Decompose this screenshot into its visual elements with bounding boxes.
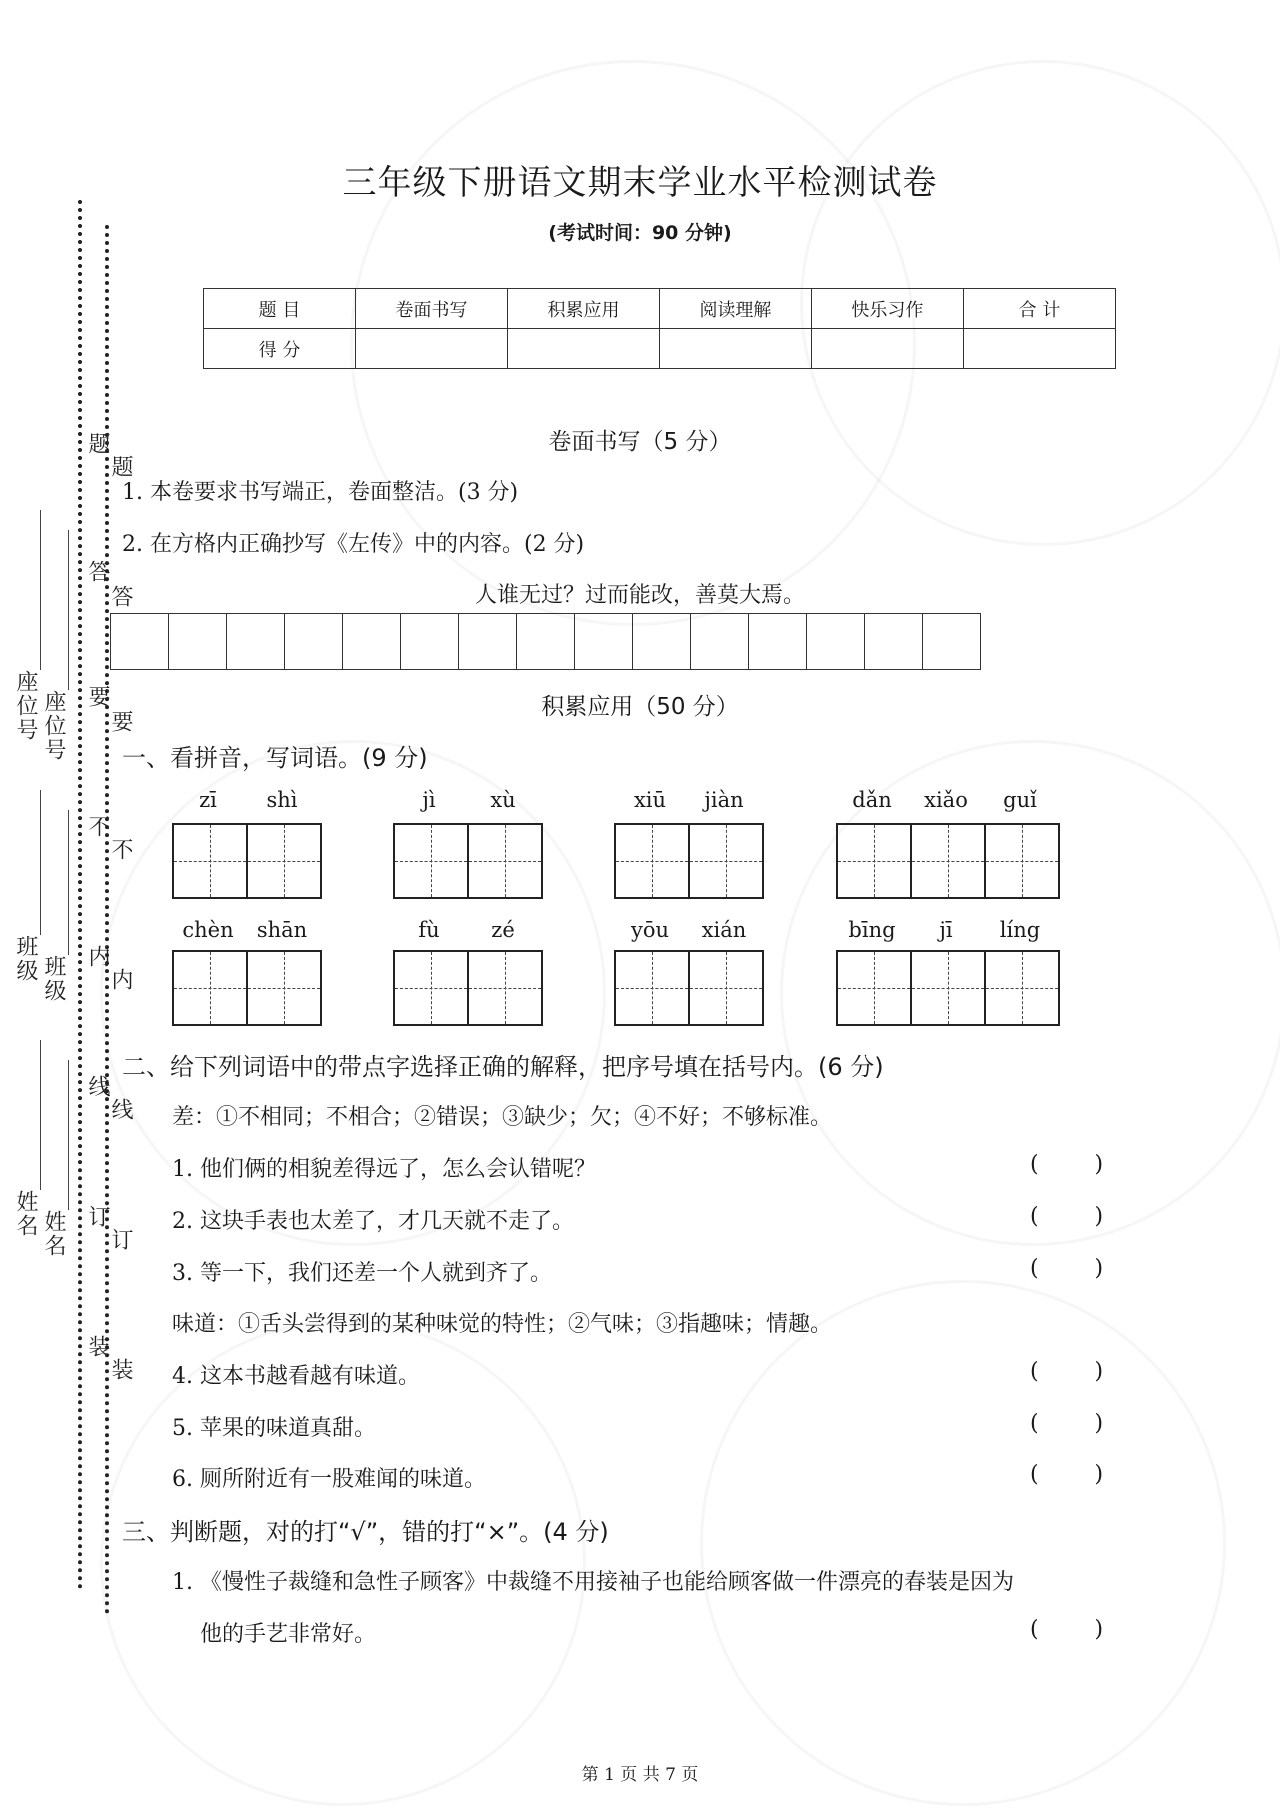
grid-cell[interactable]: [923, 614, 980, 669]
table-header-cell: 快乐习作: [811, 289, 963, 329]
copy-quote: 人谁无过？过而能改，善莫大焉。: [474, 583, 805, 608]
pinyin-syllable: jì: [422, 788, 436, 812]
score-cell-total[interactable]: [963, 329, 1115, 369]
answer-parentheses[interactable]: ( ): [1030, 1256, 1104, 1281]
pinyin-syllable: shì: [266, 788, 298, 812]
pinyin-syllable: yōu: [630, 918, 670, 942]
class-underline: [40, 790, 41, 935]
tianzige-box[interactable]: [395, 825, 469, 897]
tianzige-grid[interactable]: [836, 823, 1060, 899]
tianzige-box[interactable]: [690, 825, 762, 897]
pinyin-syllable: shān: [256, 918, 308, 942]
table-header-cell: 合 计: [963, 289, 1115, 329]
grid-cell[interactable]: [285, 614, 343, 669]
answer-parentheses[interactable]: ( ): [1030, 1152, 1104, 1177]
pinyin-syllable: fù: [418, 918, 440, 942]
pinyin-syllable: chèn: [182, 918, 234, 942]
grid-cell[interactable]: [227, 614, 285, 669]
grid-cell[interactable]: [575, 614, 633, 669]
definition-cha: 差：①不相同；不相合；②错误；③缺少；欠；④不好；不够标准。: [172, 1105, 833, 1130]
grid-cell[interactable]: [633, 614, 691, 669]
tianzige-grid[interactable]: [172, 823, 322, 899]
question-text-continued: 他的手艺非常好。: [200, 1622, 377, 1647]
pinyin-syllable: xiū: [633, 788, 667, 812]
tianzige-box[interactable]: [395, 952, 469, 1024]
tianzige-grid[interactable]: [393, 950, 543, 1026]
pinyin-syllable: bīng: [848, 918, 896, 942]
seat-number-label-shadow: 座位号: [41, 690, 66, 762]
binding-char: 线: [108, 1098, 133, 1122]
pinyin-syllable: jiàn: [704, 788, 744, 812]
part-title-pinyin: 一、看拼音，写词语。(9 分): [122, 744, 428, 772]
tianzige-box[interactable]: [469, 952, 541, 1024]
score-cell-composition[interactable]: [811, 329, 963, 369]
tianzige-box[interactable]: [912, 825, 986, 897]
table-row: [204, 289, 1116, 329]
binding-char: 装: [85, 1335, 110, 1359]
table-header-cell: 积累应用: [507, 289, 659, 329]
name-label-shadow: 姓名: [41, 1210, 66, 1258]
tianzige-grid[interactable]: [836, 950, 1060, 1026]
tianzige-grid[interactable]: [614, 950, 764, 1026]
binding-char: 不: [108, 838, 133, 862]
score-cell-accumulation[interactable]: [507, 329, 659, 369]
grid-cell[interactable]: [343, 614, 401, 669]
grid-cell[interactable]: [865, 614, 923, 669]
exam-time: (考试时间：90 分钟): [548, 222, 732, 244]
section-header-writing: 卷面书写（5 分）: [548, 429, 732, 455]
score-table: [203, 288, 1116, 369]
page-number: 第 1 页 共 7 页: [581, 1765, 699, 1785]
definition-weidao: 味道：①舌头尝得到的某种味觉的特性；②气味；③指趣味；情趣。: [172, 1312, 833, 1337]
tianzige-box[interactable]: [986, 825, 1058, 897]
question-text: 4. 这本书越看越有味道。: [172, 1364, 420, 1389]
grid-cell[interactable]: [691, 614, 749, 669]
tianzige-box[interactable]: [174, 952, 248, 1024]
tianzige-box[interactable]: [174, 825, 248, 897]
tianzige-box[interactable]: [838, 825, 912, 897]
question-text: 3. 等一下，我们还差一个人就到齐了。: [172, 1261, 552, 1286]
binding-char: 答: [85, 560, 110, 584]
answer-parentheses[interactable]: ( ): [1030, 1411, 1104, 1436]
tianzige-box[interactable]: [616, 952, 690, 1024]
copy-grid[interactable]: [110, 613, 981, 670]
part-title-judgement: 三、判断题，对的打“√”，错的打“×”。(4 分): [122, 1518, 609, 1546]
page-title: 三年级下册语文期末学业水平检测试卷: [342, 163, 938, 203]
pinyin-syllable: líng: [999, 918, 1041, 942]
tianzige-box[interactable]: [248, 825, 320, 897]
grid-cell[interactable]: [459, 614, 517, 669]
grid-cell[interactable]: [749, 614, 807, 669]
binding-char: 订: [108, 1228, 133, 1252]
pinyin-syllable: dǎn: [852, 788, 892, 812]
tianzige-box[interactable]: [469, 825, 541, 897]
tianzige-box[interactable]: [838, 952, 912, 1024]
pinyin-syllable: xù: [490, 788, 516, 812]
question-text: 1. 他们俩的相貌差得远了，怎么会认错呢？: [172, 1157, 596, 1182]
binding-char: 内: [85, 945, 110, 969]
pinyin-syllable: zé: [491, 918, 515, 942]
name-underline-inner: [68, 1060, 69, 1210]
pinyin-syllable: xián: [701, 918, 747, 942]
pinyin-syllable: jī: [939, 918, 953, 942]
pinyin-syllable: zī: [199, 788, 217, 812]
pinyin-syllable: xiǎo: [924, 788, 968, 812]
class-underline-inner: [68, 810, 69, 955]
binding-char: 线: [85, 1075, 110, 1099]
table-header-cell: 卷面书写: [355, 289, 507, 329]
pinyin-syllable: guǐ: [1003, 788, 1037, 812]
part-title-definitions: 二、给下列词语中的带点字选择正确的解释，把序号填在括号内。(6 分): [122, 1053, 884, 1081]
table-row: [204, 329, 1116, 369]
grid-cell[interactable]: [111, 614, 169, 669]
score-cell-writing[interactable]: [355, 329, 507, 369]
tianzige-box[interactable]: [986, 952, 1058, 1024]
watermark-circle: [700, 1280, 1226, 1806]
name-underline: [40, 1040, 41, 1190]
watermark-circle: [100, 1320, 586, 1806]
tianzige-box[interactable]: [248, 952, 320, 1024]
binding-char: 要: [108, 710, 133, 734]
binding-char: 订: [85, 1205, 110, 1229]
table-header-cell: 阅读理解: [659, 289, 811, 329]
grid-cell[interactable]: [169, 614, 227, 669]
tianzige-box[interactable]: [912, 952, 986, 1024]
table-header-cell: 题 目: [204, 289, 356, 329]
name-label: 姓名: [13, 1190, 38, 1238]
grid-cell[interactable]: [401, 614, 459, 669]
tianzige-box[interactable]: [690, 952, 762, 1024]
question-text: 2. 在方格内正确抄写《左传》中的内容。(2 分): [122, 532, 585, 557]
binding-char: 题: [85, 432, 110, 456]
binding-char: 题: [108, 455, 133, 479]
grid-cell[interactable]: [807, 614, 865, 669]
answer-parentheses[interactable]: ( ): [1030, 1359, 1104, 1384]
question-text: 1. 本卷要求书写端正，卷面整洁。(3 分): [122, 480, 519, 505]
tianzige-grid[interactable]: [614, 823, 764, 899]
tianzige-grid[interactable]: [172, 950, 322, 1026]
binding-char: 装: [108, 1358, 133, 1382]
question-text: 5. 苹果的味道真甜。: [172, 1416, 376, 1441]
seat-number-label: 座位号: [13, 670, 38, 742]
grid-cell[interactable]: [517, 614, 575, 669]
question-text: 2. 这块手表也太差了，才几天就不走了。: [172, 1209, 574, 1234]
binding-char: 答: [108, 585, 133, 609]
binding-dotted-line-outer: [78, 200, 82, 1590]
binding-char: 要: [85, 685, 110, 709]
score-label-cell: 得 分: [204, 329, 356, 369]
question-text: 1. 《慢性子裁缝和急性子顾客》中裁缝不用接袖子也能给顾客做一件漂亮的春装是因为: [172, 1570, 1014, 1595]
class-label-shadow: 班级: [41, 955, 66, 1003]
binding-char: 不: [85, 815, 110, 839]
answer-parentheses[interactable]: ( ): [1030, 1204, 1104, 1229]
class-label: 班级: [13, 935, 38, 983]
question-text: 6. 厕所附近有一股难闻的味道。: [172, 1467, 486, 1492]
tianzige-box[interactable]: [616, 825, 690, 897]
tianzige-grid[interactable]: [393, 823, 543, 899]
answer-parentheses[interactable]: ( ): [1030, 1462, 1104, 1487]
binding-char: 内: [108, 968, 133, 992]
section-header-accumulation: 积累应用（50 分）: [541, 694, 739, 720]
seat-number-underline-inner: [68, 530, 69, 690]
answer-parentheses[interactable]: ( ): [1030, 1617, 1104, 1642]
score-cell-reading[interactable]: [659, 329, 811, 369]
